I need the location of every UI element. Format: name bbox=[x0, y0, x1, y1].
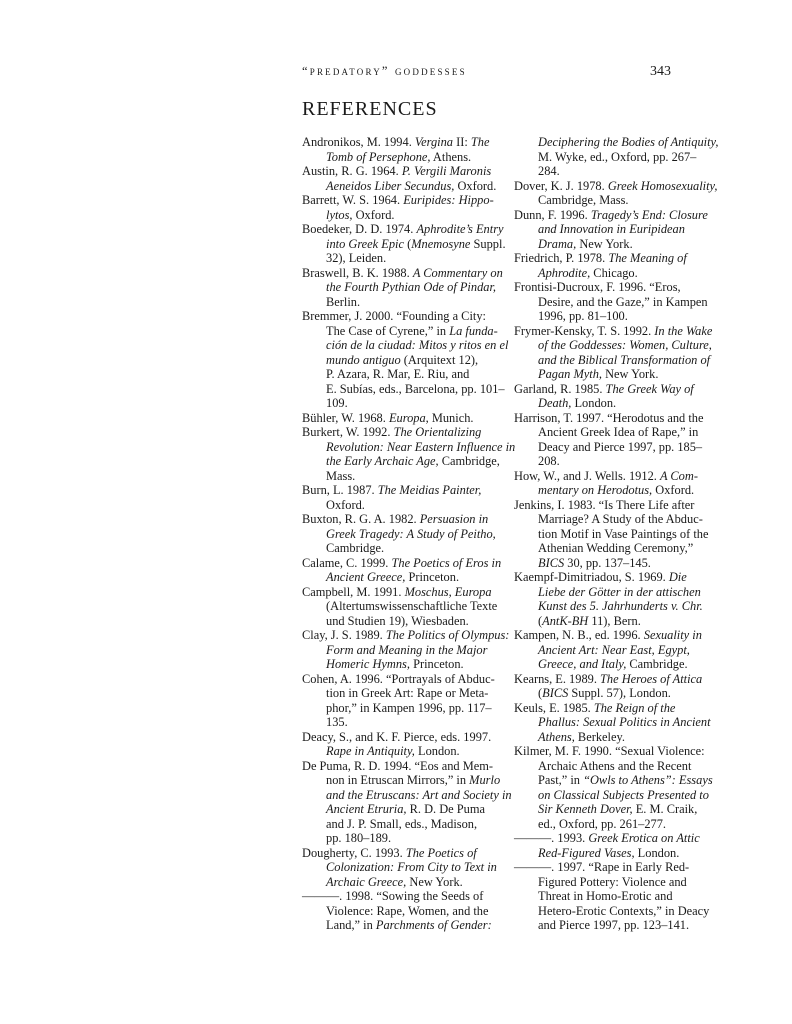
reference-line: and the Etruscans: Art and Society in bbox=[326, 787, 512, 802]
reference-entry bbox=[514, 280, 720, 324]
reference-line: ———. 1998. “Sowing the Seeds of bbox=[302, 889, 484, 903]
reference-line: Deciphering the Bodies of Antiquity, bbox=[538, 135, 719, 149]
reference-line: De Puma, R. D. 1994. “Eos and Mem- bbox=[302, 758, 493, 773]
reference-entry bbox=[302, 266, 508, 310]
reference-line: E. Subías, eds., Barcelona, pp. 101– bbox=[326, 381, 505, 396]
reference-entry bbox=[302, 222, 508, 266]
reference-line: Burn, L. 1987. The Meidias Painter, bbox=[302, 483, 482, 497]
reference-line: mentary on Herodotus, Oxford. bbox=[538, 483, 695, 497]
reference-line: Frontisi-Ducroux, F. 1996. “Eros, bbox=[514, 280, 681, 294]
reference-line: and the Biblical Transformation of bbox=[538, 352, 711, 367]
reference-line: Frymer-Kensky, T. S. 1992. In the Wake bbox=[514, 323, 713, 338]
reference-line: Revolution: Near Eastern Influence in bbox=[326, 439, 516, 454]
reference-line: Greece, and Italy, Cambridge. bbox=[538, 657, 688, 671]
reference-line: and Innovation in Euripidean bbox=[538, 222, 685, 236]
reference-line: Marriage? A Study of the Abduc- bbox=[538, 512, 703, 526]
reference-line: Dougherty, C. 1993. The Poetics of bbox=[302, 845, 477, 860]
reference-line: Ancient Greek Idea of Rape,” in bbox=[538, 425, 699, 439]
reference-entry bbox=[514, 251, 720, 280]
reference-line: Cohen, A. 1996. “Portrayals of Abduc- bbox=[302, 671, 495, 686]
reference-entry bbox=[514, 324, 720, 382]
reference-entry bbox=[514, 831, 720, 860]
reference-entry bbox=[514, 672, 720, 701]
reference-line: Phallus: Sexual Politics in Ancient bbox=[538, 715, 711, 729]
reference-line: Aphrodite, Chicago. bbox=[538, 265, 638, 280]
reference-line: Threat in Homo-Erotic and bbox=[538, 889, 673, 903]
reference-entry bbox=[514, 860, 720, 933]
reference-entry bbox=[302, 585, 508, 629]
reference-line: Keuls, E. 1985. The Reign of the bbox=[514, 700, 676, 715]
reference-line: Drama, New York. bbox=[538, 236, 633, 251]
reference-entry bbox=[302, 730, 508, 759]
references-column-left bbox=[302, 135, 516, 933]
reference-line: Berlin. bbox=[326, 294, 361, 309]
reference-line: Aeneidos Liber Secundus, Oxford. bbox=[326, 178, 497, 193]
reference-line: und Studien 19), Wiesbaden. bbox=[326, 613, 469, 628]
reference-line: the Fourth Pythian Ode of Pindar, bbox=[326, 280, 497, 294]
reference-entry bbox=[514, 469, 720, 498]
reference-entry bbox=[514, 744, 720, 831]
reference-line: tion Motif in Vase Paintings of the bbox=[538, 526, 709, 541]
reference-line: Kearns, E. 1989. The Heroes of Attica bbox=[514, 671, 703, 686]
reference-line: Andronikos, M. 1994. Vergina II: The bbox=[302, 135, 490, 149]
reference-line: Calame, C. 1999. The Poetics of Eros in bbox=[302, 555, 502, 570]
reference-line: Braswell, B. K. 1988. A Commentary on bbox=[302, 265, 503, 280]
reference-line: 208. bbox=[538, 454, 560, 468]
reference-line: Oxford. bbox=[326, 497, 365, 512]
reference-line: ed., Oxford, pp. 261–277. bbox=[538, 816, 667, 831]
reference-entry bbox=[514, 179, 720, 208]
reference-entry bbox=[514, 135, 720, 179]
reference-line: Clay, J. S. 1989. The Politics of Olympus: bbox=[302, 628, 510, 642]
reference-entry bbox=[514, 701, 720, 745]
reference-line: 284. bbox=[538, 164, 560, 178]
reference-line: Athenian Wedding Ceremony,” bbox=[538, 541, 694, 555]
reference-line: Desire, and the Gaze,” in Kampen bbox=[538, 294, 708, 309]
reference-line: How, W., and J. Wells. 1912. A Com- bbox=[514, 468, 698, 483]
reference-line: The Case of Cyrene,” in La funda- bbox=[326, 323, 498, 338]
reference-entry bbox=[302, 483, 508, 512]
running-head: “predatory” goddesses bbox=[302, 64, 467, 78]
reference-line: Burkert, W. 1992. The Orientalizing bbox=[302, 425, 482, 439]
reference-line: Campbell, M. 1991. Moschus, Europa bbox=[302, 584, 492, 599]
reference-line: Colonization: From City to Text in bbox=[326, 860, 497, 874]
reference-line: tion in Greek Art: Rape or Meta- bbox=[326, 686, 489, 700]
reference-line: Kunst des 5. Jahrhunderts v. Chr. bbox=[538, 599, 703, 613]
reference-line: Greek Tragedy: A Study of Peitho, bbox=[326, 526, 496, 541]
reference-line: Kampen, N. B., ed. 1996. Sexuality in bbox=[514, 628, 702, 642]
reference-line: Hetero-Erotic Contexts,” in Deacy bbox=[538, 903, 710, 918]
reference-line: Archaic Athens and the Recent bbox=[538, 758, 692, 773]
reference-line: Land,” in Parchments of Gender: bbox=[326, 918, 492, 932]
reference-line: phor,” in Kampen 1996, pp. 117– bbox=[326, 700, 492, 715]
reference-entry bbox=[302, 556, 508, 585]
reference-line: lytos, Oxford. bbox=[326, 207, 395, 222]
reference-line: Ancient Etruria, R. D. De Puma bbox=[326, 802, 486, 816]
reference-line: (Altertumswissenschaftliche Texte bbox=[326, 599, 498, 613]
reference-line: M. Wyke, ed., Oxford, pp. 267– bbox=[538, 149, 697, 164]
reference-entry bbox=[302, 846, 508, 890]
reference-entry bbox=[302, 164, 508, 193]
reference-entry bbox=[302, 512, 508, 556]
reference-line: Austin, R. G. 1964. P. Vergili Maronis bbox=[302, 164, 492, 178]
reference-entry bbox=[514, 498, 720, 571]
reference-line: Barrett, W. S. 1964. Euripides: Hippo- bbox=[302, 193, 494, 207]
reference-line: Bühler, W. 1968. Europa, Munich. bbox=[302, 410, 474, 425]
reference-line: Violence: Rape, Women, and the bbox=[326, 903, 489, 918]
reference-line: Cambridge, Mass. bbox=[538, 193, 629, 207]
reference-line: Cambridge. bbox=[326, 541, 385, 555]
reference-line: Kaempf-Dimitriadou, S. 1969. Die bbox=[514, 570, 687, 584]
reference-line: non in Etruscan Mirrors,” in Murlo bbox=[326, 773, 501, 787]
reference-line: and Pierce 1997, pp. 123–141. bbox=[538, 918, 690, 932]
reference-line: Garland, R. 1985. The Greek Way of bbox=[514, 381, 694, 396]
reference-line: 135. bbox=[326, 715, 348, 729]
reference-line: ———. 1997. “Rape in Early Red- bbox=[514, 860, 690, 874]
section-title: REFERENCES bbox=[302, 98, 438, 120]
reference-entry bbox=[514, 628, 720, 672]
reference-line: Death, London. bbox=[538, 396, 617, 410]
reference-entry bbox=[302, 672, 508, 730]
reference-entry bbox=[302, 193, 508, 222]
reference-line: Athens, Berkeley. bbox=[538, 729, 625, 744]
reference-line: into Greek Epic (Mnemosyne Suppl. bbox=[326, 236, 506, 251]
reference-entry bbox=[302, 309, 508, 411]
reference-line: 32), Leiden. bbox=[326, 251, 387, 265]
reference-entry bbox=[514, 411, 720, 469]
reference-line: pp. 180–189. bbox=[326, 831, 392, 845]
reference-line: and J. P. Small, eds., Madison, bbox=[326, 816, 478, 831]
reference-line: Dover, K. J. 1978. Greek Homosexuality, bbox=[514, 178, 718, 193]
reference-line: Buxton, R. G. A. 1982. Persuasion in bbox=[302, 512, 489, 526]
reference-line: Ancient Art: Near East, Egypt, bbox=[538, 642, 690, 657]
reference-line: Deacy and Pierce 1997, pp. 185– bbox=[538, 439, 703, 454]
reference-line: Bremmer, J. 2000. “Founding a City: bbox=[302, 309, 486, 323]
reference-line: Homeric Hymns, Princeton. bbox=[326, 657, 464, 671]
reference-line: Deacy, S., and K. F. Pierce, eds. 1997. bbox=[302, 729, 492, 744]
reference-line: Ancient Greece, Princeton. bbox=[326, 570, 460, 584]
reference-line: Boedeker, D. D. 1974. Aphrodite’s Entry bbox=[302, 222, 504, 236]
reference-line: (BICS Suppl. 57), London. bbox=[538, 686, 671, 700]
reference-entry bbox=[514, 570, 720, 628]
reference-line: Rape in Antiquity, London. bbox=[326, 744, 460, 758]
reference-line: Tomb of Persephone, Athens. bbox=[326, 149, 472, 164]
reference-line: BICS 30, pp. 137–145. bbox=[538, 555, 651, 570]
reference-line: ción de la ciudad: Mitos y ritos en el bbox=[326, 338, 509, 352]
reference-entry bbox=[302, 628, 508, 672]
reference-line: the Early Archaic Age, Cambridge, bbox=[326, 454, 500, 468]
reference-line: Liebe der Götter in der attischen bbox=[538, 584, 701, 599]
reference-line: Friedrich, P. 1978. The Meaning of bbox=[514, 251, 687, 265]
reference-line: of the Goddesses: Women, Culture, bbox=[538, 338, 712, 352]
reference-line: 109. bbox=[326, 396, 348, 410]
page-number: 343 bbox=[650, 64, 671, 79]
reference-line: Red-Figured Vases, London. bbox=[538, 845, 680, 860]
reference-line: Past,” in “Owls to Athens”: Essays bbox=[538, 773, 713, 787]
reference-entry bbox=[302, 135, 508, 164]
reference-line: Figured Pottery: Violence and bbox=[538, 874, 687, 889]
reference-line: Sir Kenneth Dover, E. M. Craik, bbox=[538, 802, 698, 816]
reference-line: P. Azara, R. Mar, E. Riu, and bbox=[326, 367, 470, 381]
reference-line: ———. 1993. Greek Erotica on Attic bbox=[514, 831, 700, 845]
reference-line: Kilmer, M. F. 1990. “Sexual Violence: bbox=[514, 744, 705, 758]
reference-line: mundo antiguo (Arquitext 12), bbox=[326, 352, 479, 367]
reference-line: Harrison, T. 1997. “Herodotus and the bbox=[514, 410, 704, 425]
reference-line: on Classical Subjects Presented to bbox=[538, 787, 709, 802]
reference-line: (AntK-BH 11), Bern. bbox=[538, 613, 641, 628]
reference-entry bbox=[514, 382, 720, 411]
reference-line: Jenkins, I. 1983. “Is There Life after bbox=[514, 497, 695, 512]
reference-line: Archaic Greece, New York. bbox=[326, 874, 463, 889]
references-column-right bbox=[514, 135, 720, 933]
reference-line: Mass. bbox=[326, 468, 356, 483]
reference-line: Dunn, F. 1996. Tragedy’s End: Closure bbox=[514, 207, 708, 222]
reference-line: Form and Meaning in the Major bbox=[326, 642, 488, 657]
reference-entry bbox=[302, 425, 516, 483]
reference-line: Pagan Myth, New York. bbox=[538, 367, 659, 381]
reference-entry bbox=[302, 411, 508, 426]
reference-entry bbox=[302, 758, 512, 846]
reference-entry bbox=[514, 208, 720, 252]
reference-line: 1996, pp. 81–100. bbox=[538, 309, 628, 323]
reference-entry bbox=[302, 889, 508, 933]
